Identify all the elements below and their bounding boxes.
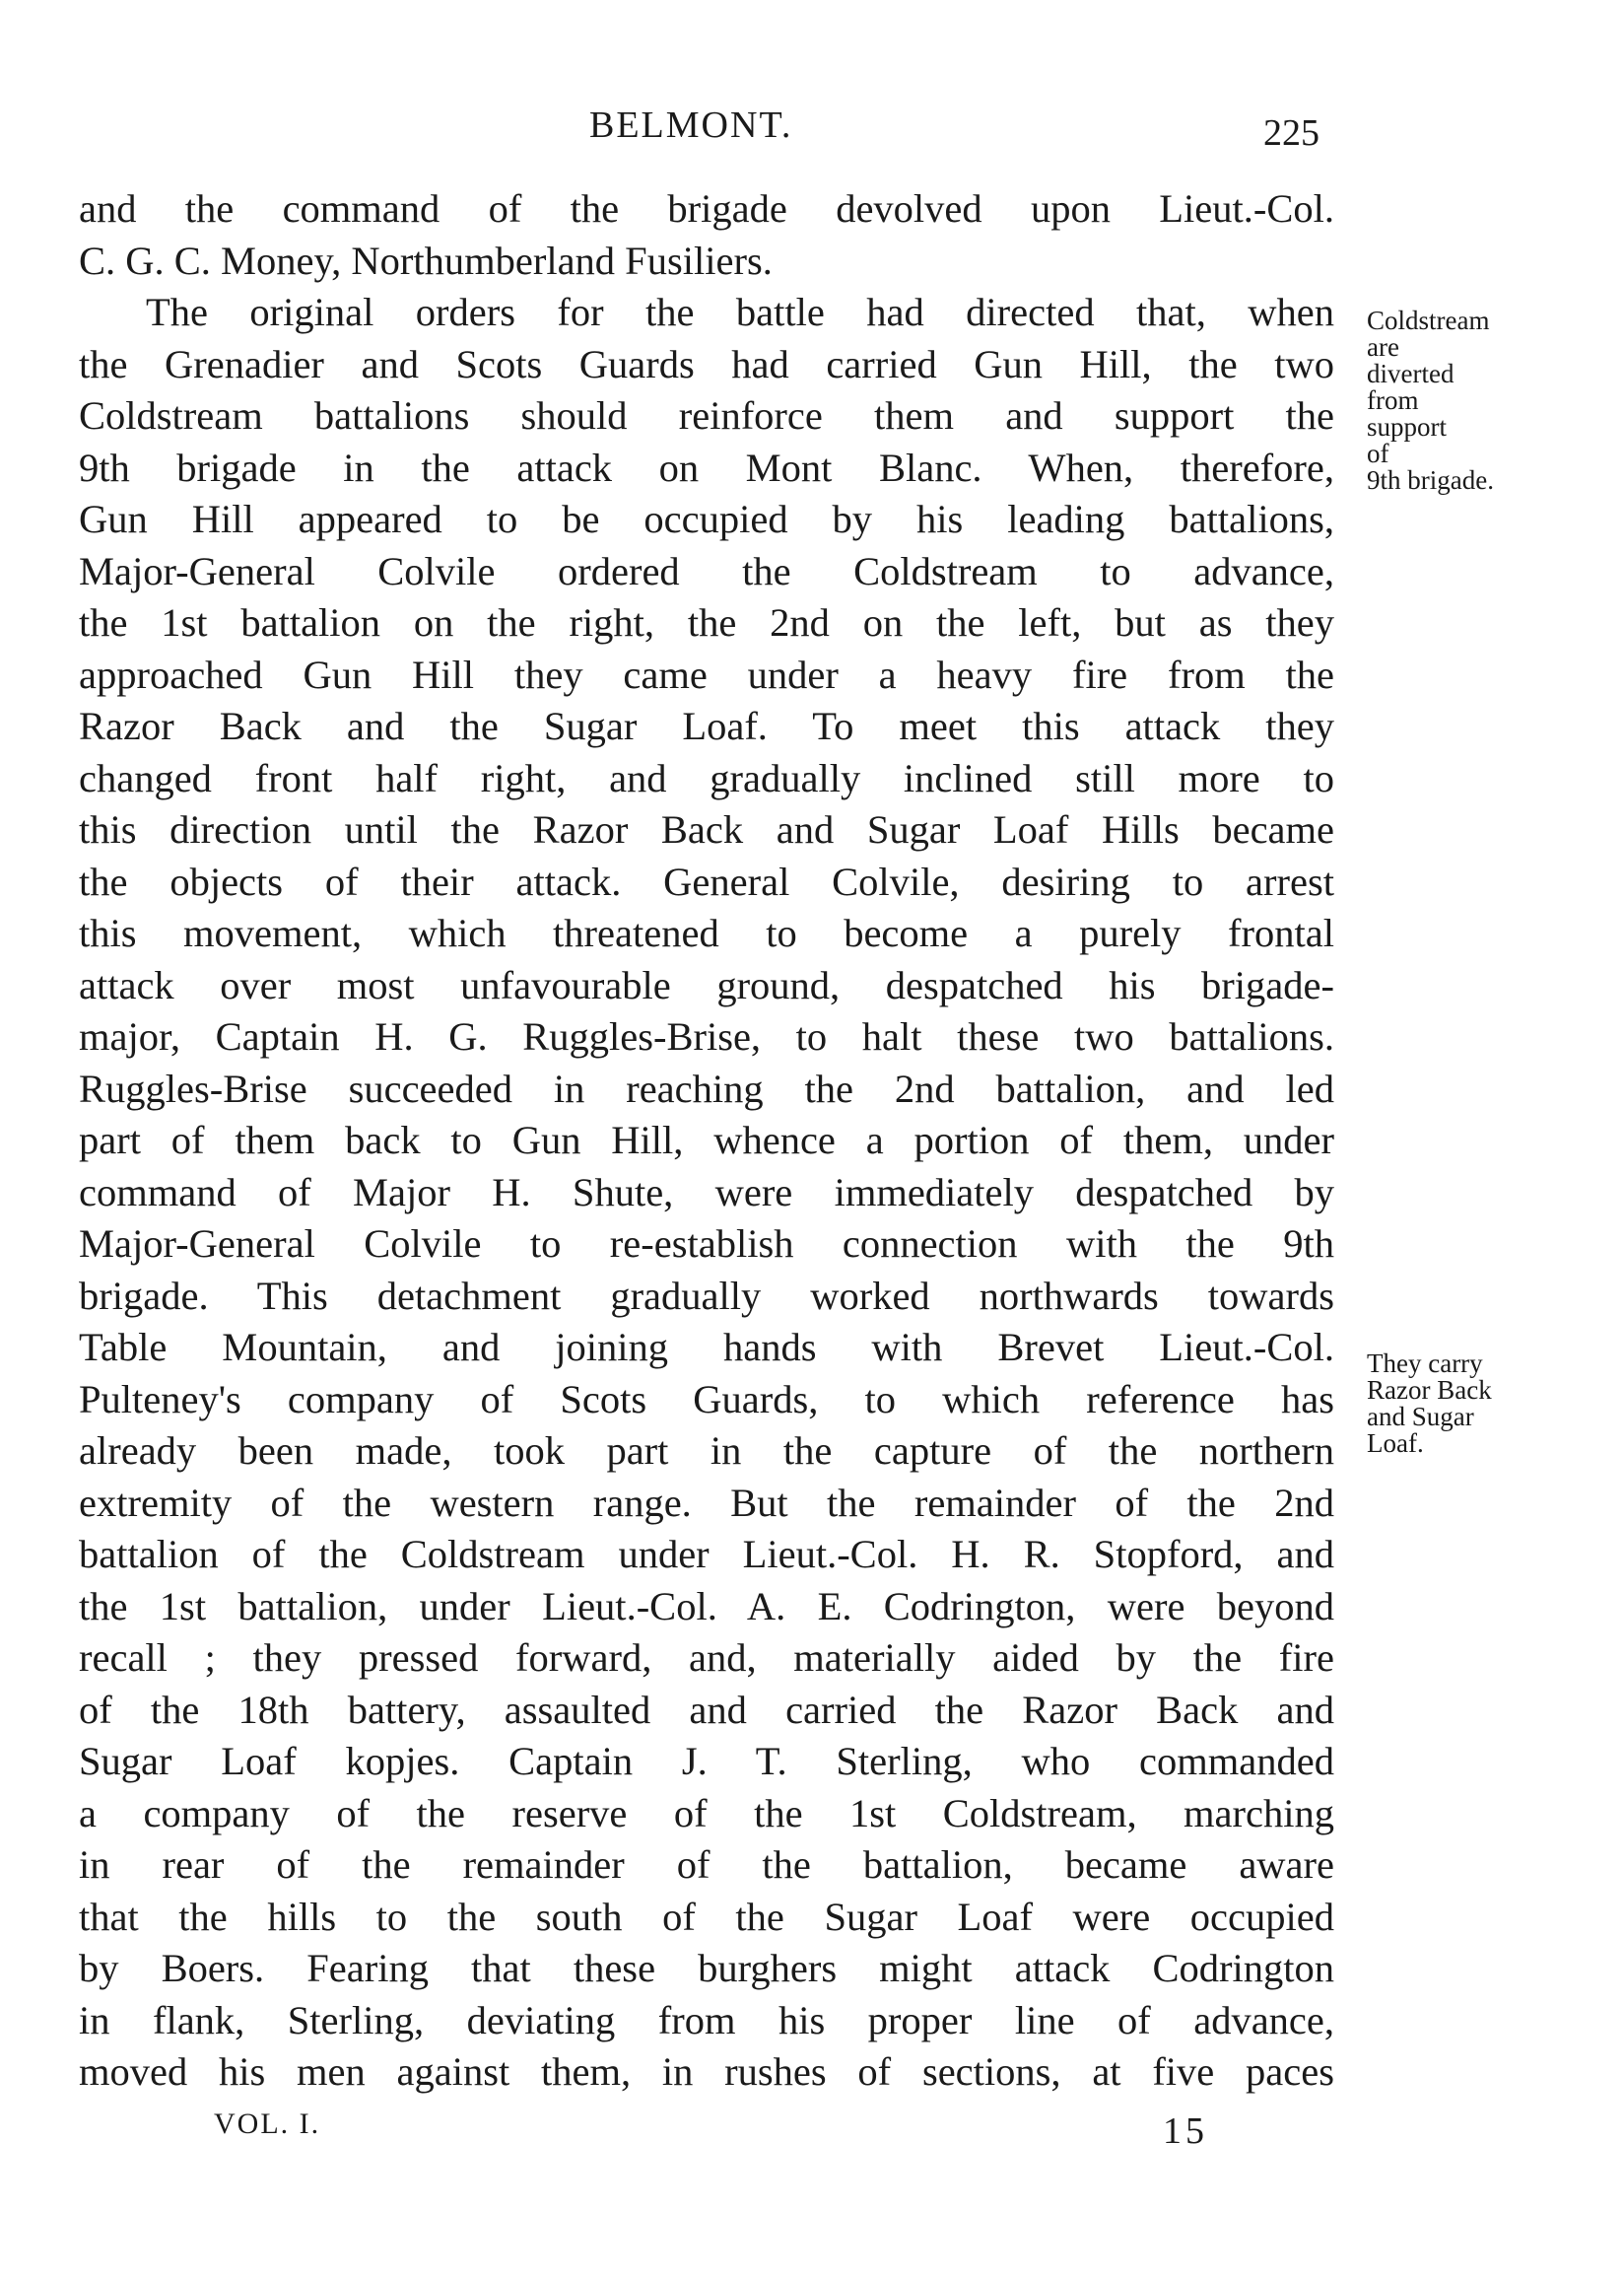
signature-mark: 15 xyxy=(1163,2110,1208,2152)
text-line: command of Major H. Shute, were immediately despatched by xyxy=(79,1169,1334,1214)
text-line: extremity of the western range. But the remainder of the 2nd xyxy=(79,1480,1334,1525)
page-number: 225 xyxy=(1263,112,1320,154)
text-line: the 1st battalion on the right, the 2nd on the left, but as they xyxy=(79,600,1334,645)
margin-note-line: They carry xyxy=(1367,1348,1483,1378)
margin-note-line: from xyxy=(1367,385,1419,415)
text-line: in rear of the remainder of the battalion, became aware xyxy=(79,1842,1334,1887)
text-line: the 1st battalion, under Lieut.-Col. A. E. Codrington, were beyond xyxy=(79,1583,1334,1628)
margin-note-line: support xyxy=(1367,412,1447,442)
text-line: the Grenadier and Scots Guards had carried Gun Hill, the two xyxy=(79,341,1334,386)
margin-note xyxy=(1367,308,1564,494)
margin-note-line: of xyxy=(1367,439,1389,468)
text-line: The original orders for the battle had directed that, when xyxy=(146,290,1334,334)
text-line: changed front half right, and gradually inclined still more to xyxy=(79,755,1334,800)
text-line: and the command of the brigade devolved upon Lieut.-Col. xyxy=(79,186,1334,231)
text-line: already been made, took part in the capture of the northern xyxy=(79,1428,1334,1473)
page-footer xyxy=(0,2107,1624,2167)
text-line: by Boers. Fearing that these burghers might attack Codrington xyxy=(79,1946,1334,1990)
margin-note-line: are xyxy=(1367,332,1399,362)
margin-note-line: diverted xyxy=(1367,359,1455,388)
text-line: this movement, which threatened to become a purely frontal xyxy=(79,911,1334,955)
text-line: a company of the reserve of the 1st Coldstream, marching xyxy=(79,1790,1334,1835)
body-text xyxy=(79,183,1334,2099)
text-line: Major-General Colvile to re-establish connection with the 9th xyxy=(79,1221,1334,1266)
text-line: this direction until the Razor Back and Sugar Loaf Hills became xyxy=(79,807,1334,852)
text-line: C. G. C. Money, Northumberland Fusiliers. xyxy=(79,238,773,283)
text-line: Ruggles-Brise succeeded in reaching the 2nd battalion, and led xyxy=(79,1066,1334,1111)
text-line: 9th brigade in the attack on Mont Blanc. When, therefore, xyxy=(79,445,1334,490)
running-title: BELMONT. xyxy=(589,104,793,146)
text-line: Sugar Loaf kopjes. Captain J. T. Sterling, who commanded xyxy=(79,1739,1334,1783)
text-line: Coldstream battalions should reinforce them and support the xyxy=(79,393,1334,438)
volume-label: VOL. I. xyxy=(214,2107,321,2140)
text-line: approached Gun Hill they came under a heavy fire from the xyxy=(79,652,1334,697)
margin-note-line: 9th brigade. xyxy=(1367,465,1494,495)
text-line: that the hills to the south of the Sugar Loaf were occupied xyxy=(79,1894,1334,1939)
text-line: moved his men against them, in rushes of sections, at five paces xyxy=(79,2049,1334,2094)
text-line: Razor Back and the Sugar Loaf. To meet this attack they xyxy=(79,704,1334,748)
text-line: in flank, Sterling, deviating from his proper line of advance, xyxy=(79,1997,1334,2042)
margin-note xyxy=(1367,1350,1564,1457)
text-line: Major-General Colvile ordered the Coldstream to advance, xyxy=(79,548,1334,593)
margin-note-line: and Sugar xyxy=(1367,1402,1474,1431)
text-line: the objects of their attack. General Colvile, desiring to arrest xyxy=(79,859,1334,904)
text-line: recall ; they pressed forward, and, materially aided by the fire xyxy=(79,1635,1334,1680)
text-line: Pulteney's company of Scots Guards, to which reference has xyxy=(79,1376,1334,1421)
text-line: part of them back to Gun Hill, whence a portion of them, under xyxy=(79,1118,1334,1162)
text-line: attack over most unfavourable ground, despatched his brigade- xyxy=(79,962,1334,1007)
text-line: Table Mountain, and joining hands with Brevet Lieut.-Col. xyxy=(79,1325,1334,1369)
margin-note-line: Loaf. xyxy=(1367,1428,1424,1458)
text-line: major, Captain H. G. Ruggles-Brise, to halt these two battalions. xyxy=(79,1014,1334,1059)
text-line: of the 18th battery, assaulted and carried the Razor Back and xyxy=(79,1687,1334,1732)
text-line: Gun Hill appeared to be occupied by his leading battalions, xyxy=(79,497,1334,541)
running-head xyxy=(0,104,1624,153)
text-line: battalion of the Coldstream under Lieut.-Col. H. R. Stopford, and xyxy=(79,1532,1334,1576)
margin-note-line: Coldstream xyxy=(1367,306,1490,335)
text-line: brigade. This detachment gradually worked northwards towards xyxy=(79,1273,1334,1318)
margin-note-line: Razor Back xyxy=(1367,1375,1492,1405)
